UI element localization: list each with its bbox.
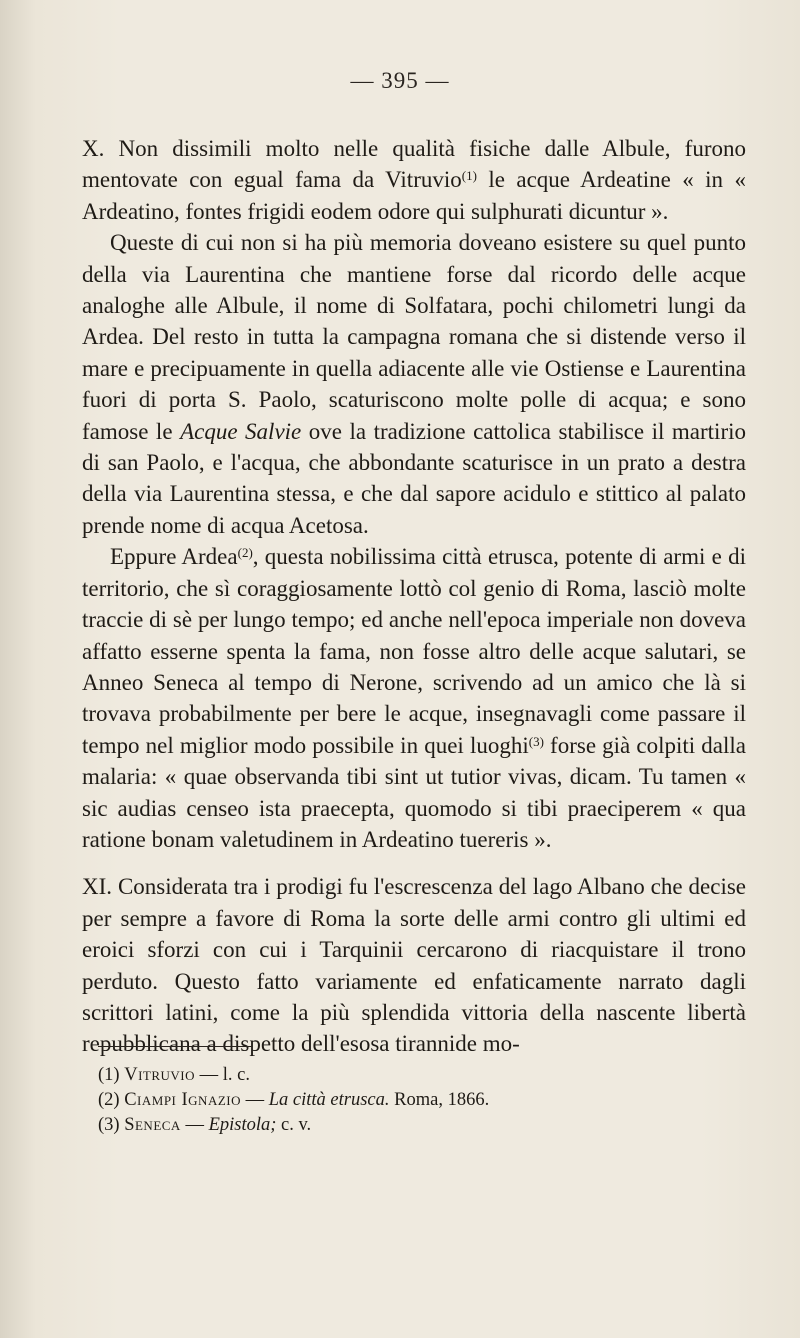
footnote-ref-1: (1) — [461, 168, 477, 184]
footnote-author: Vitruvio — [124, 1065, 195, 1085]
footnote-title: La città etrusca. — [268, 1090, 390, 1110]
paragraph-ardea: Eppure Ardea$^{(2)}$, questa nobilissima città etrusca, potente di armi e di territorio, che sì coraggiosamente lottò col genio di Roma, lasciò molte traccie di sè per lungo tempo; ed anche nell'epoca imperiale non doveva affatto esserne spenta la fama, non fosse altro delle acque salutari, se Anneo Seneca al tempo di Nerone, scrivendo ad un amico che là si trovava probabilmente per bere le acque, insegnavagli come passare il tempo nel miglior modo possibile in quei luoghi$^{(3)}$ forse già colpiti dalla malaria: « quae observanda tibi sint ut tutior vivas, dicam. Tu tamen « sic audias censeo ista praecepta, quomodo si tibi praeciperem « qua ratione bonam valetudinem in Ardeatino tuereris ». — [82, 544, 747, 852]
footnote-2: (2) Ciampi Ignazio — La città etrusca. Roma, 1866. — [98, 1090, 490, 1110]
footnote-author: Ciampi Ignazio — [124, 1090, 241, 1110]
footnotes — [98, 1063, 758, 1138]
paragraph-acque-ardeatine: Queste di cui non si ha più memoria doveano esistere su quel punto della via Laurentina che mantiene forse dal ricordo delle acque analoghe alle Albule, il nome di Solfatara, pochi chilometri lungi da Ardea. Del resto in tutta la campagna romana che si distende verso il mare e precipuamente in quella adiacente alle vie Ostiense e Laurentina fuori di porta S. Paolo, scaturiscono molte polle di acqua; e sono famose le Acque Salvie ove la tradizione cattolica stabilisce il martirio di san Paolo, e l'acqua, che abbondante scaturisce in un prato a destra della via Laurentina stessa, e che dal sapore acidulo e stittico al palato prende nome di acqua Acetosa. — [82, 230, 746, 538]
acque-salvie-italic: Acque Salvie — [180, 418, 302, 444]
main-text — [82, 133, 746, 1060]
paragraph-section-xi: XI. Considerata tra i prodigi fu l'escrescenza del lago Albano che decise per sempre a favore di Roma la sorte delle armi contro gli ultimi ed eroici sforzi con cui i Tarquinii cercarono di riacquistare il trono perduto. Questo fatto variamente ed enfaticamente narrato dagli scrittori latini, come la più splendida vittoria della nascente libertà repubblicana a dispetto dell'esosa tirannide mo- — [82, 874, 746, 1057]
footnote-3: (3) Seneca — Epistola; c. v. — [98, 1115, 312, 1135]
footnote-author: Seneca — [124, 1115, 181, 1135]
footnote-divider — [98, 1046, 252, 1047]
footnote-ref-2: (2) — [237, 545, 253, 561]
footnote-ref-3: (3) — [528, 733, 544, 749]
footnote-title: Epistola; — [208, 1115, 277, 1135]
paragraph-section-x: X. Non dissimili molto nelle qualità fisiche dalle Albule, furono mentovate con egual fama da Vitruvio$^{(1)}$ le acque Ardeatine « in « Ardeatino, fontes frigidi eodem odore qui sulphurati dicuntur ». — [82, 136, 746, 224]
footnote-1: (1) Vitruvio — l. c. — [98, 1065, 250, 1085]
page-number: — 395 — — [350, 68, 450, 93]
